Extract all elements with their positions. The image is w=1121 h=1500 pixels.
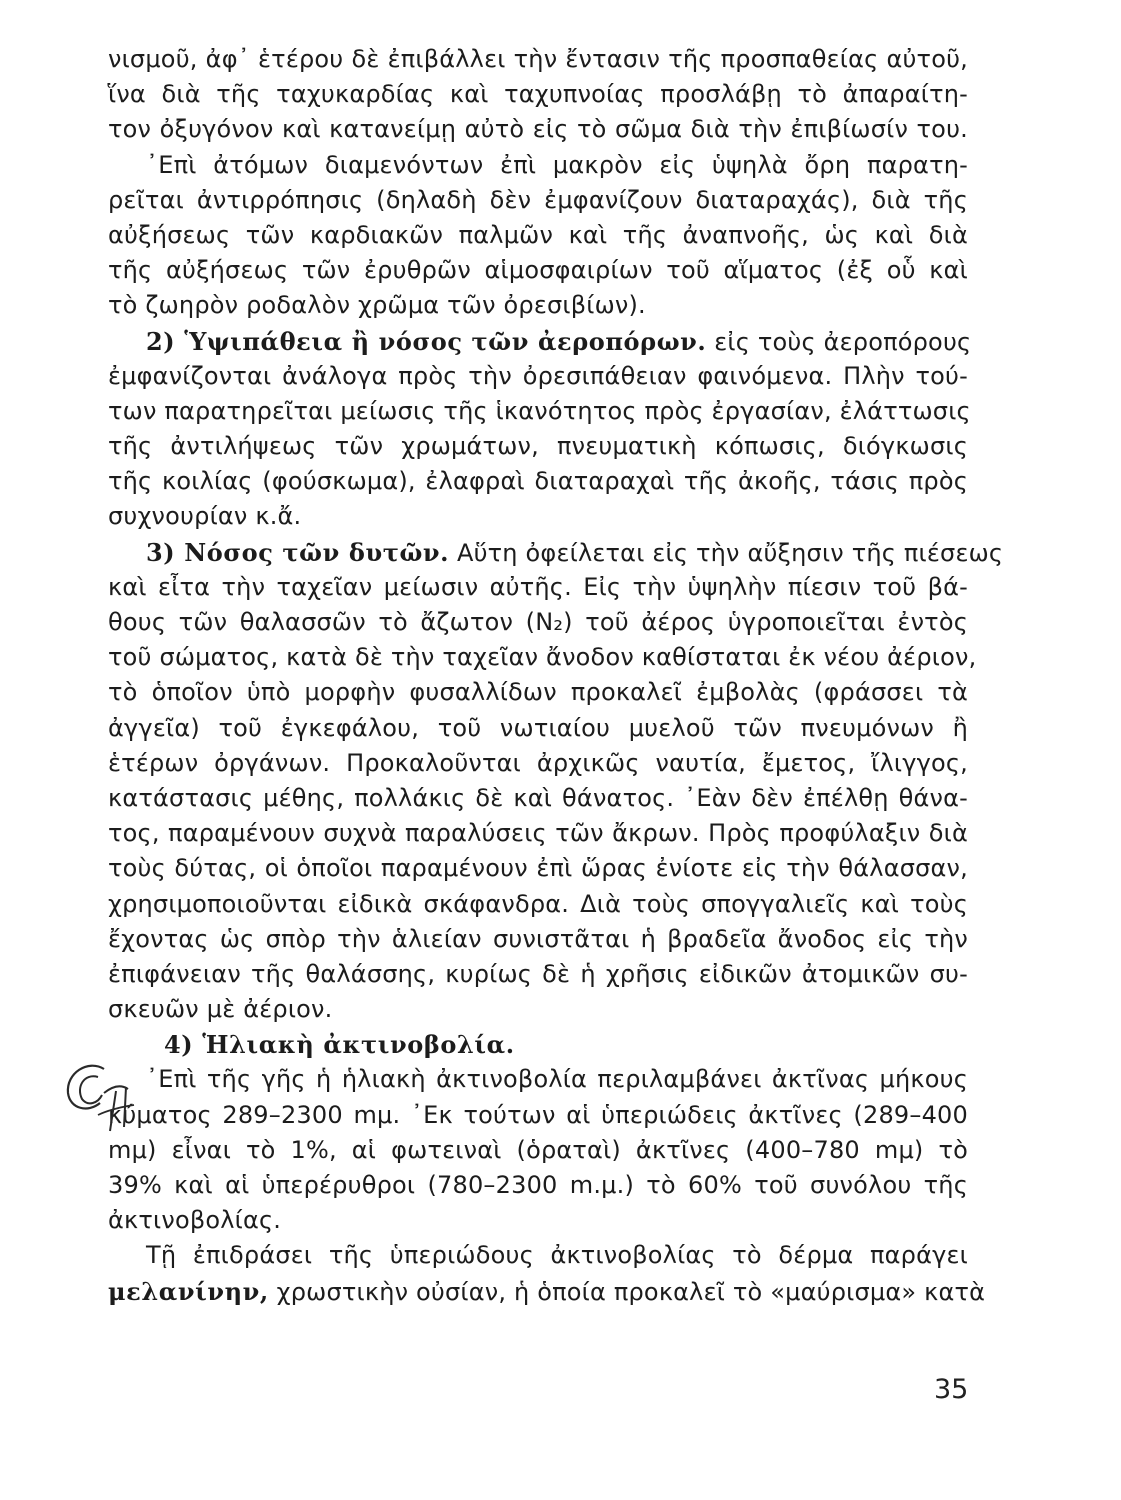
text-line: χρωστικὴν οὐσίαν, ἡ ὁποία προκαλεῖ τὸ «μαύρισμα» κατὰ bbox=[276, 1277, 986, 1306]
section-heading-4: 4) Ἡλιακὴ ἀκτινοβολία. bbox=[164, 1030, 515, 1060]
text-line: τοὺς δύτας, οἱ ὁποῖοι παραμένουν ἐπὶ ὥρας ἐνίοτε εἰς τὴν θάλασσαν, bbox=[108, 854, 968, 883]
text-line: κατάστασις μέθης, πολλάκις δὲ καὶ θάνατος. ᾿Εὰν δὲν ἐπέλθῃ θάνα- bbox=[108, 783, 968, 812]
final-line bbox=[108, 1274, 986, 1309]
text-line: Αὕτη ὀφείλεται εἰς τὴν αὔξησιν τῆς πιέσεως bbox=[456, 538, 1004, 567]
text-line: τον ὀξυγόνον καὶ κατανείμῃ αὐτὸ εἰς τὸ σῶμα διὰ τὴν ἐπιβίωσίν του. bbox=[108, 115, 968, 144]
text-line: χρησιμοποιοῦνται εἰδικὰ σκάφανδρα. Διὰ τοὺς σπογγαλιεῖς καὶ τοὺς bbox=[108, 889, 968, 918]
section-heading-2: 2) Ὑψιπάθεια ἢ νόσος τῶν ἀεροπόρων. bbox=[146, 326, 707, 356]
text-line: ἑτέρων ὀργάνων. Προκαλοῦνται ἀρχικῶς ναυτία, ἔμετος, ἴλιγγος, bbox=[108, 748, 968, 777]
text-line: τῆς ἀντιλήψεως τῶν χρωμάτων, πνευματικὴ κόπωσις, διόγκωσις bbox=[108, 432, 968, 461]
text-line: ᾿Επὶ τῆς γῆς ἡ ἡλιακὴ ἀκτινοβολία περιλαμβάνει ἀκτῖνας μήκους bbox=[146, 1065, 968, 1094]
text-line: τοῦ σώματος, κατὰ δὲ τὴν ταχεῖαν ἄνοδον καθίσταται ἐκ νέου ἀέριον, bbox=[108, 643, 977, 672]
text-line: ρεῖται ἀντιρρόπησις (δηλαδὴ δὲν ἐμφανίζουν διαταραχάς), διὰ τῆς bbox=[108, 185, 968, 214]
text-line: τος, παραμένουν συχνὰ παραλύσεις τῶν ἄκρων. Πρὸς προφύλαξιν διὰ bbox=[108, 819, 968, 848]
text-line: mμ) εἶναι τὸ 1%, αἱ φωτειναὶ (ὁραταὶ) ἀκτῖνες (400–780 mμ) τὸ bbox=[108, 1135, 968, 1164]
text-line: σκευῶν μὲ ἀέριον. bbox=[108, 995, 333, 1024]
text-line: εἰς τοὺς ἀεροπόρους bbox=[714, 327, 972, 356]
bold-term: μελανίνην, bbox=[108, 1276, 269, 1306]
text-line: τῆς κοιλίας (φούσκωμα), ἐλαφραὶ διαταραχαὶ τῆς ἀκοῆς, τάσις πρὸς bbox=[108, 467, 968, 496]
page-number: 35 bbox=[934, 1374, 969, 1405]
text-line: ἵνα διὰ τῆς ταχυκαρδίας καὶ ταχυπνοίας προσλάβῃ τὸ ἀπαραίτη- bbox=[108, 80, 968, 109]
text-line: ἐμφανίζονται ἀνάλογα πρὸς τὴν ὀρεσιπάθειαν φαινόμενα. Πλὴν τού- bbox=[108, 361, 968, 390]
text-line: ἀκτινοβολίας. bbox=[108, 1206, 282, 1235]
text-line: συχνουρίαν κ.ἄ. bbox=[108, 502, 302, 531]
text-line: νισμοῦ, ἀφ᾿ ἑτέρου δὲ ἐπιβάλλει τὴν ἔντασιν τῆς προσπαθείας αὐτοῦ, bbox=[108, 45, 968, 73]
section-4-line bbox=[108, 1027, 968, 1062]
text-line: 39% καὶ αἱ ὑπερέρυθροι (780–2300 m.μ.) τὸ 60% τοῦ συνόλου τῆς bbox=[108, 1171, 968, 1199]
text-line: θους τῶν θαλασσῶν τὸ ἄζωτον (N₂) τοῦ ἀέρος ὑγροποιεῖται ἐντὸς bbox=[108, 608, 968, 636]
text-line: ἀγγεῖα) τοῦ ἐγκεφάλου, τοῦ νωτιαίου μυελοῦ τῶν πνευμόνων ἢ bbox=[108, 713, 968, 742]
text-line: τὸ ὁποῖον ὑπὸ μορφὴν φυσαλλίδων προκαλεῖ ἐμβολὰς (φράσσει τὰ bbox=[108, 678, 968, 707]
text-line: αὐξήσεως τῶν καρδιακῶν παλμῶν καὶ τῆς ἀναπνοῆς, ὡς καὶ διὰ bbox=[108, 220, 968, 249]
section-3-line bbox=[108, 535, 1004, 570]
text-line: ᾿Επὶ ἀτόμων διαμενόντων ἐπὶ μακρὸν εἰς ὑψηλὰ ὄρη παρατη- bbox=[146, 150, 968, 179]
body-text bbox=[108, 42, 1004, 1309]
text-line: τὸ ζωηρὸν ροδαλὸν χρῶμα τῶν ὀρεσιβίων). bbox=[108, 291, 646, 320]
text-line: κύματος 289–2300 mμ. ᾿Εκ τούτων αἱ ὑπεριώδεις ἀκτῖνες (289–400 bbox=[108, 1100, 968, 1129]
section-2-line bbox=[108, 324, 972, 359]
handwritten-annotation-icon bbox=[58, 1055, 138, 1135]
text-line: Τῇ ἐπιδράσει τῆς ὑπεριώδους ἀκτινοβολίας τὸ δέρμα παράγει bbox=[146, 1241, 968, 1270]
text-line: ἔχοντας ὡς σπὸρ τὴν ἁλιείαν συνιστᾶται ἡ βραδεῖα ἄνοδος εἰς τὴν bbox=[108, 924, 968, 953]
text-line: ἐπιφάνειαν τῆς θαλάσσης, κυρίως δὲ ἡ χρῆσις εἰδικῶν ἀτομικῶν συ- bbox=[108, 959, 968, 988]
text-line: των παρατηρεῖται μείωσις τῆς ἱκανότητος πρὸς ἐργασίαν, ἐλάττωσις bbox=[108, 396, 971, 425]
text-line: καὶ εἶτα τὴν ταχεῖαν μείωσιν αὐτῆς. Εἰς τὴν ὑψηλὴν πίεσιν τοῦ βά- bbox=[108, 572, 968, 601]
text-line: τῆς αὐξήσεως τῶν ἐρυθρῶν αἱμοσφαιρίων τοῦ αἵματος (ἐξ οὗ καὶ bbox=[108, 256, 968, 285]
section-heading-3: 3) Νόσος τῶν δυτῶν. bbox=[146, 537, 450, 567]
